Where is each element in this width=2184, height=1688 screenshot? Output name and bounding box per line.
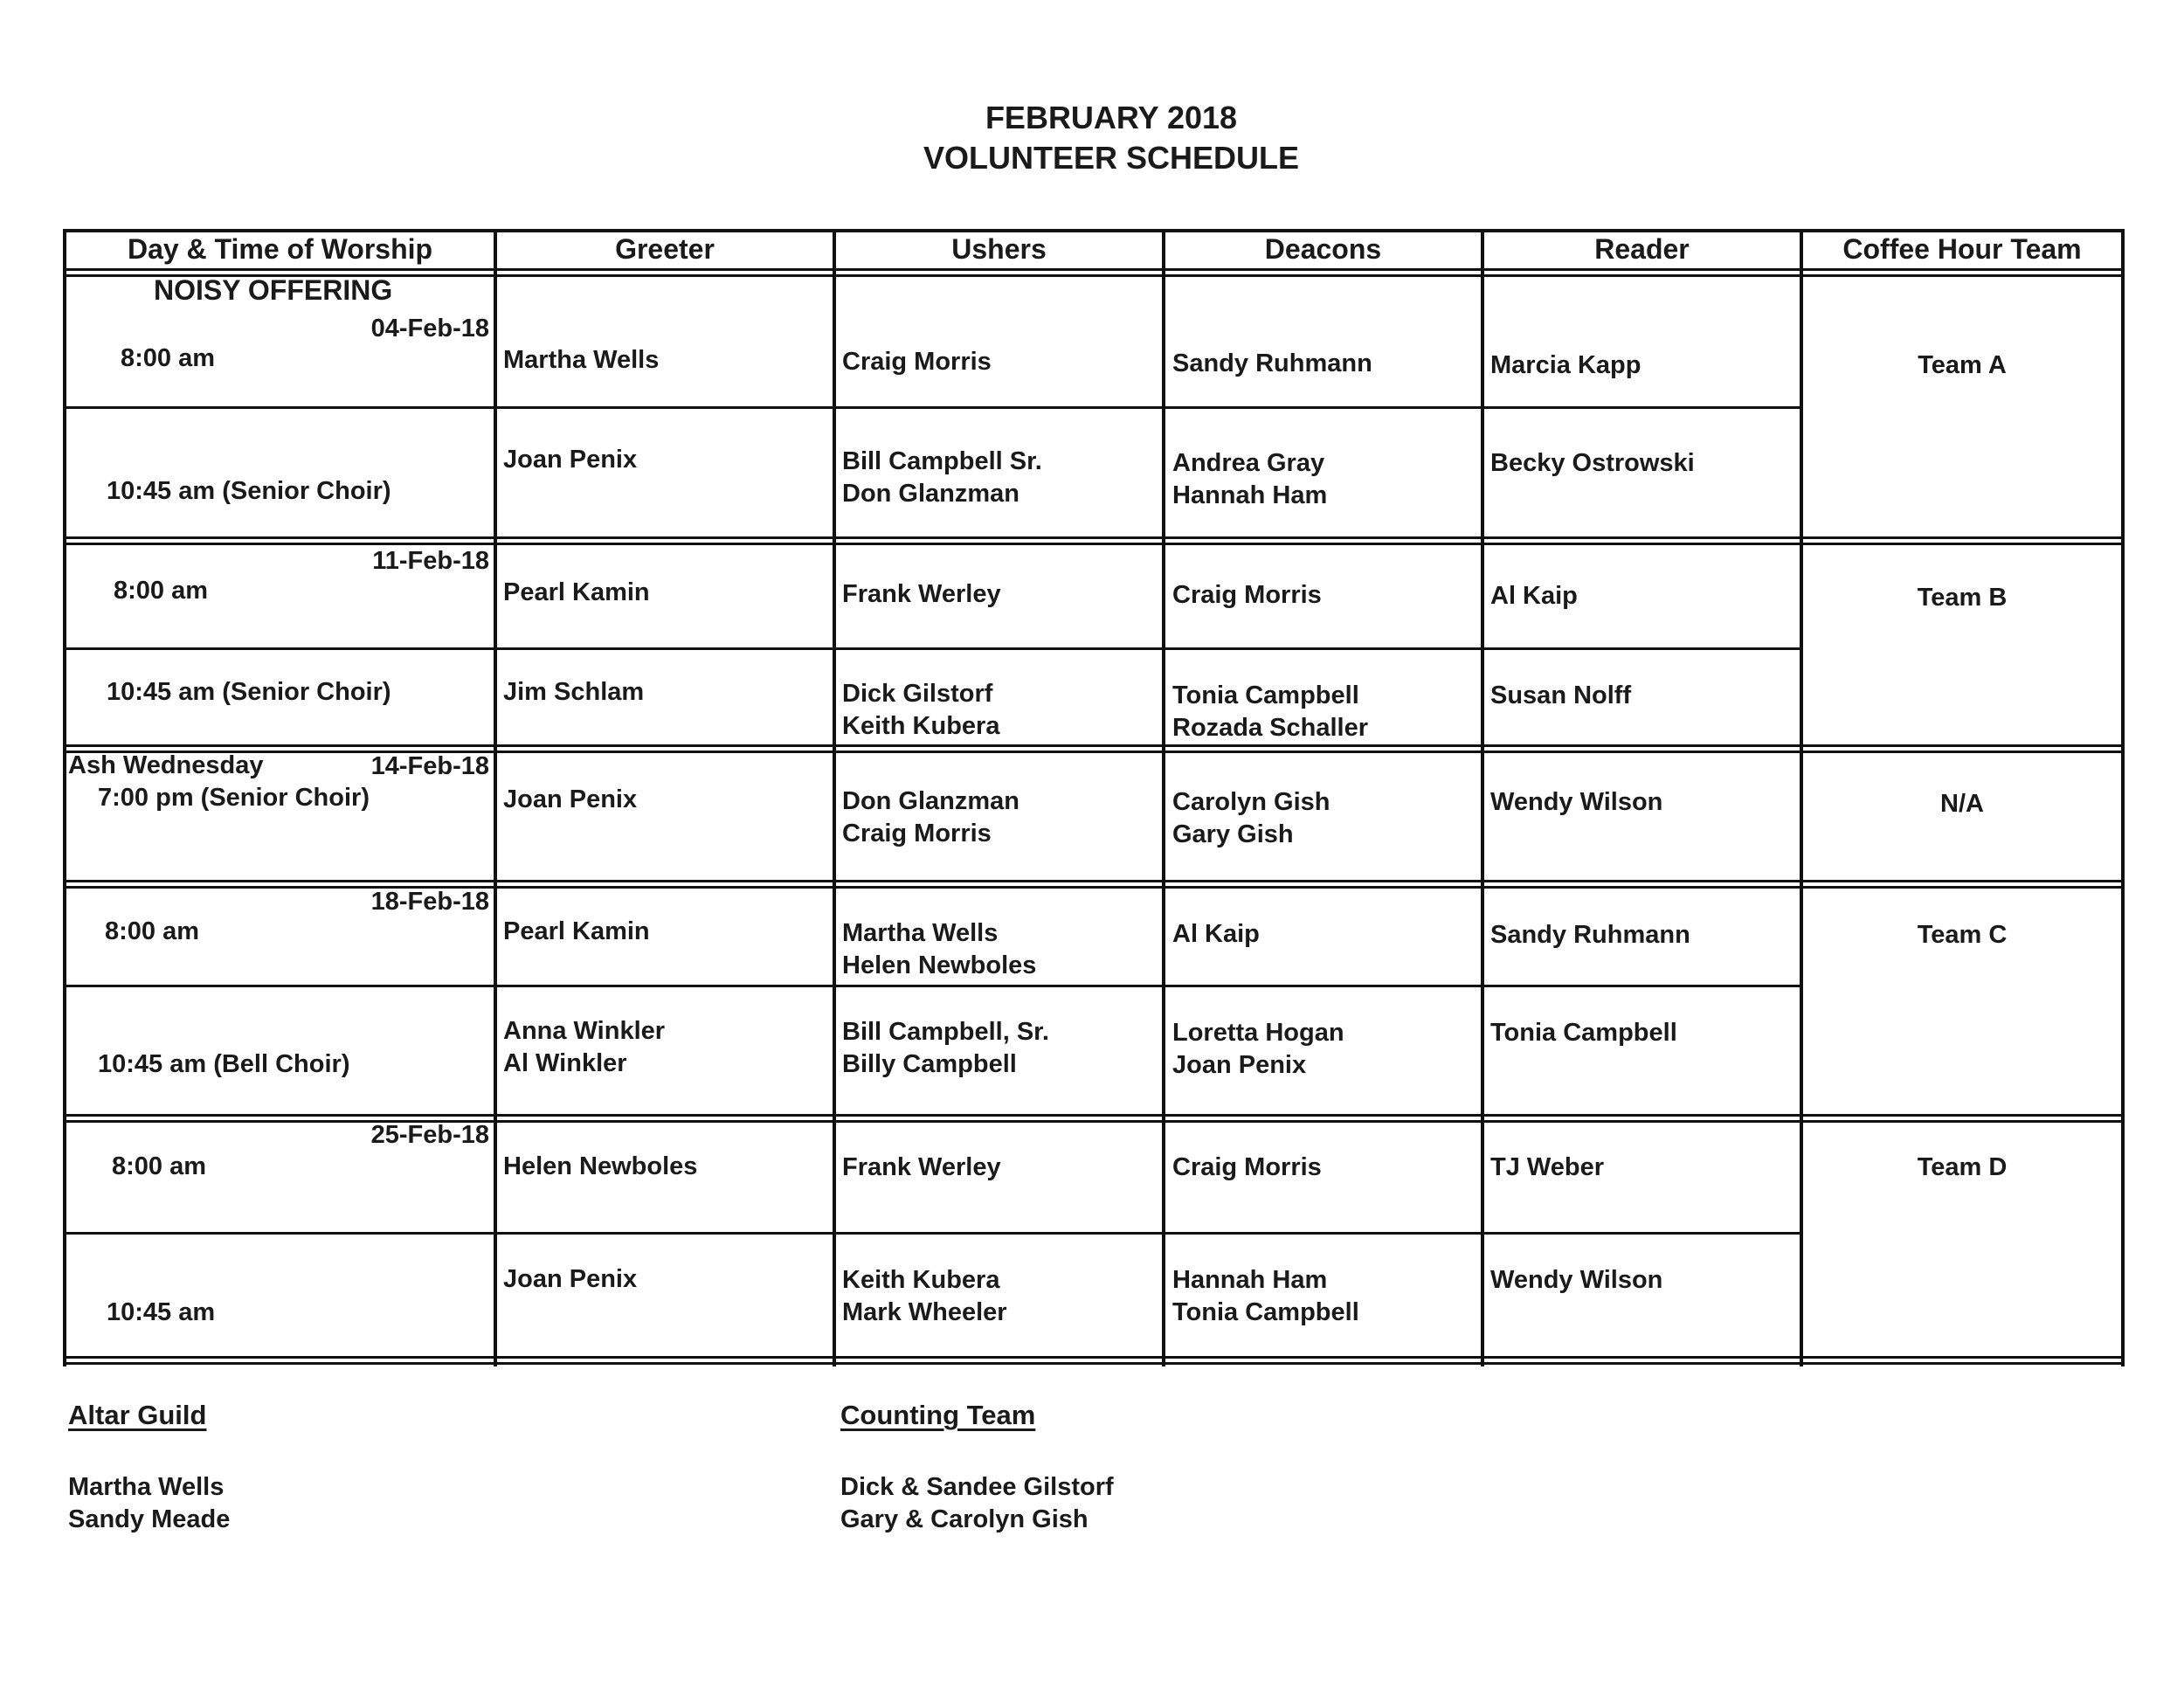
altar-guild-member: Sandy Meade [68,1505,231,1533]
week-divider [63,536,2125,545]
usher-name: Don Glanzman [842,480,1020,508]
reader-name: TJ Weber [1490,1153,1605,1181]
deacon-name: Joan Penix [1172,1051,1307,1079]
week-date: 25-Feb-18 [370,1121,489,1149]
column-header-greeter: Greeter [615,233,715,265]
greeter-name: Joan Penix [503,1265,638,1293]
counting-team-member: Gary & Carolyn Gish [840,1505,1089,1533]
deacon-name: Al Kaip [1172,920,1260,948]
usher-name: Frank Werley [842,580,1001,608]
week-date: 18-Feb-18 [370,888,489,916]
reader-name: Al Kaip [1490,582,1578,610]
counting-team-member: Dick & Sandee Gilstorf [840,1473,1114,1501]
greeter-name: Martha Wells [503,346,660,374]
deacon-name: Hannah Ham [1172,481,1328,509]
service-time: 10:45 am [107,1298,216,1326]
greeter-name: Helen Newboles [503,1152,698,1180]
service-time: 8:00 am [121,344,216,372]
coffee-team: N/A [1940,790,1984,818]
column-header-day-time: Day & Time of Worship [127,233,433,265]
altar-guild-heading: Altar Guild [68,1400,207,1430]
usher-name: Dick Gilstorf [842,680,993,708]
week-note: Ash Wednesday [68,751,264,779]
reader-name: Wendy Wilson [1490,788,1663,816]
reader-name: Tonia Campbell [1490,1019,1677,1047]
usher-name: Craig Morris [842,348,992,376]
deacon-name: Andrea Gray [1172,449,1325,477]
deacon-name: Tonia Campbell [1172,1298,1359,1326]
column-divider [1162,229,1165,1366]
deacon-name: Craig Morris [1172,581,1322,609]
coffee-team: Team C [1917,921,2008,949]
service-time: 10:45 am (Bell Choir) [98,1050,350,1078]
row-divider [63,1232,1800,1235]
service-time: 8:00 am [105,917,200,945]
deacon-name: Carolyn Gish [1172,788,1330,816]
usher-name: Don Glanzman [842,787,1020,815]
usher-name: Martha Wells [842,919,999,947]
usher-name: Helen Newboles [842,951,1037,979]
service-time: 10:45 am (Senior Choir) [107,477,391,505]
reader-name: Becky Ostrowski [1490,449,1695,477]
usher-name: Mark Wheeler [842,1298,1007,1326]
reader-name: Susan Nolff [1490,681,1632,709]
usher-name: Craig Morris [842,820,992,847]
usher-name: Frank Werley [842,1153,1001,1181]
page-subtitle: VOLUNTEER SCHEDULE [923,140,1300,176]
greeter-name: Joan Penix [503,446,638,474]
column-divider [494,229,497,1366]
deacon-name: Rozada Schaller [1172,714,1369,742]
row-divider [63,406,1800,409]
greeter-name: Pearl Kamin [503,917,650,945]
row-divider [63,985,1800,987]
coffee-team: Team A [1918,351,2007,379]
deacon-name: Craig Morris [1172,1153,1322,1181]
usher-name: Bill Campbell, Sr. [842,1018,1049,1046]
week-note: NOISY OFFERING [154,274,393,306]
deacon-name: Sandy Ruhmann [1172,349,1372,377]
service-time: 8:00 am [114,577,209,605]
greeter-name: Pearl Kamin [503,578,650,606]
reader-name: Wendy Wilson [1490,1266,1663,1294]
usher-name: Keith Kubera [842,712,1000,740]
column-header-coffee-hour-team: Coffee Hour Team [1842,233,2082,265]
column-divider [833,229,836,1366]
service-time: 8:00 am [112,1152,207,1180]
column-header-ushers: Ushers [951,233,1047,265]
reader-name: Sandy Ruhmann [1490,921,1690,949]
deacon-name: Hannah Ham [1172,1266,1328,1294]
coffee-team: Team B [1917,584,2008,612]
usher-name: Keith Kubera [842,1266,1000,1294]
deacon-name: Loretta Hogan [1172,1019,1344,1047]
column-header-deacons: Deacons [1264,233,1382,265]
week-date: 04-Feb-18 [370,315,489,342]
service-time: 7:00 pm (Senior Choir) [98,784,370,812]
row-divider [63,647,1800,650]
table-border-bottom [63,1356,2125,1365]
coffee-team: Team D [1917,1153,2008,1181]
column-divider [1481,229,1484,1366]
greeter-name: Jim Schlam [503,678,645,706]
deacon-name: Tonia Campbell [1172,681,1359,709]
page-title: FEBRUARY 2018 [985,100,1238,135]
usher-name: Billy Campbell [842,1050,1017,1078]
service-time: 10:45 am (Senior Choir) [107,678,391,706]
altar-guild-member: Martha Wells [68,1473,225,1501]
column-header-reader: Reader [1594,233,1690,265]
reader-name: Marcia Kapp [1490,351,1641,379]
table-border-right [2121,229,2125,1366]
greeter-name: Joan Penix [503,785,638,813]
week-date: 14-Feb-18 [370,752,489,780]
greeter-name: Anna Winkler [503,1017,666,1045]
counting-team-heading: Counting Team [840,1400,1036,1430]
schedule-table [63,229,2125,1366]
greeter-name: Al Winkler [503,1049,627,1077]
usher-name: Bill Campbell Sr. [842,447,1042,475]
deacon-name: Gary Gish [1172,820,1294,848]
table-border-left [63,229,66,1366]
week-date: 11-Feb-18 [372,547,489,575]
